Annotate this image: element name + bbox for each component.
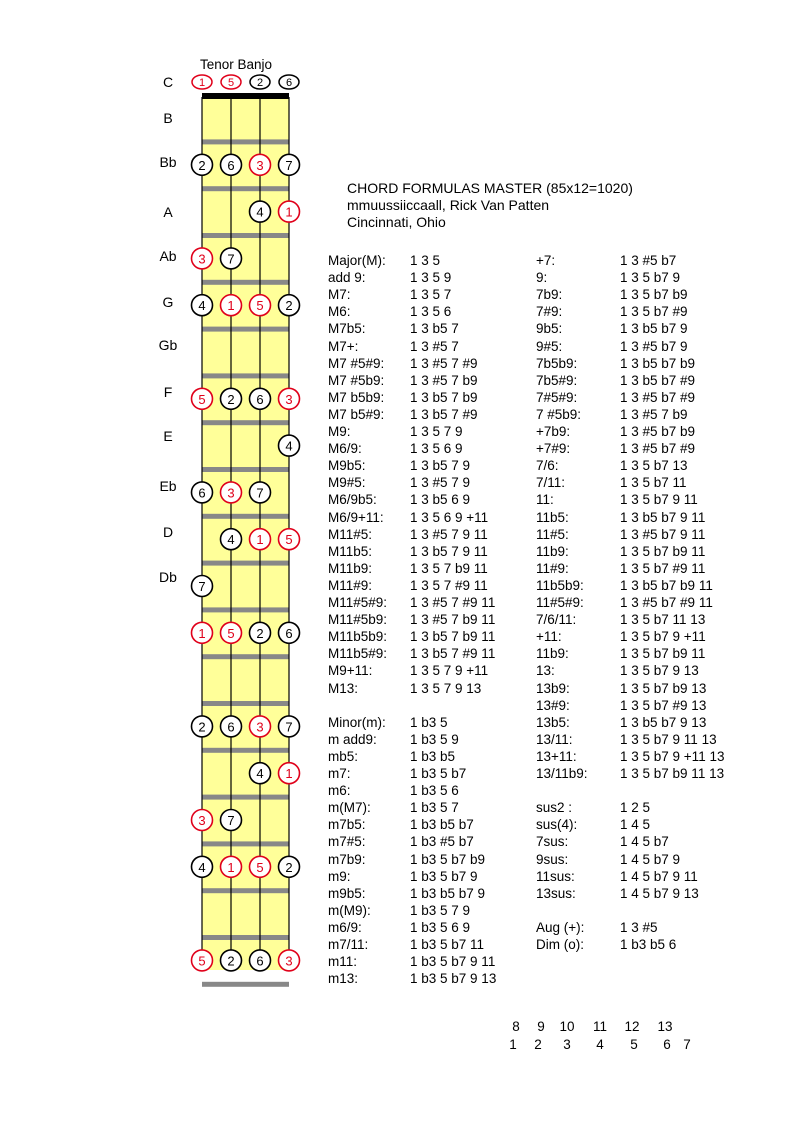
chord-name: M6/9b5: — [328, 492, 377, 508]
chord-formula: 1 b3 5 6 — [410, 783, 459, 799]
scale-degree-label: 2 — [285, 859, 293, 875]
chord-formula: 1 3 5 b7 11 — [620, 475, 687, 491]
chord-name: 7/6/11: — [536, 612, 577, 628]
scale-degree-label: 6 — [285, 625, 293, 641]
note-name-label: Gb — [158, 337, 178, 353]
extension-number: 13 — [657, 1019, 673, 1034]
chord-formula: 1 3 #5 — [620, 919, 658, 935]
chord-name: 7b5#9: — [536, 372, 578, 388]
open-string-label: 2 — [256, 77, 264, 89]
chord-name: M7b5: — [328, 321, 366, 337]
chord-formula: 1 3 b5 b7 b9 11 — [620, 577, 713, 593]
scale-degree-label: 3 — [256, 157, 264, 173]
chord-name: M11#9: — [328, 577, 373, 593]
scale-degree-label: 3 — [285, 953, 293, 969]
chord-formula: 1 3 b5 7 #9 — [410, 406, 478, 422]
chord-formula: 1 b3 5 9 — [410, 731, 459, 747]
chord-name: m7b9: — [328, 851, 366, 867]
chord-formula: 1 3 5 7 — [410, 287, 452, 303]
chord-name: sus2 : — [536, 800, 573, 816]
scale-degree-label: 4 — [198, 859, 206, 875]
chord-name: m add9: — [328, 731, 377, 747]
chord-name: M7+: — [328, 338, 359, 354]
scale-degree-label: 5 — [285, 532, 293, 548]
chord-formula: 1 4 5 b7 — [620, 834, 669, 850]
chord-formula: 1 3 #5 b7 #9 — [620, 389, 696, 405]
fret-bar — [202, 233, 289, 238]
scale-degree-label: 6 — [227, 719, 235, 735]
chord-formula: 1 3 #5 7 #9 — [410, 355, 478, 371]
chord-name: M7 b5b9: — [328, 389, 385, 405]
chord-formula: 1 3 #5 7 b9 — [620, 406, 688, 422]
scale-degree-label: 7 — [227, 251, 235, 267]
chord-name: M7 #5b9: — [328, 372, 385, 388]
chord-name: m9b5: — [328, 885, 366, 901]
chord-name: m11: — [328, 954, 358, 970]
chord-name: +7b9: — [536, 424, 571, 439]
scale-degree-label: 1 — [227, 298, 235, 314]
chord-name: 13+11: — [536, 748, 577, 764]
chord-name: 13/11: — [536, 731, 573, 747]
location-line: Cincinnati, Ohio — [347, 214, 446, 230]
note-name-label: A — [163, 204, 173, 220]
scale-degree-label: 2 — [256, 625, 264, 641]
fret-bar — [202, 935, 289, 940]
chord-formula: 1 3 #5 b7 9 11 — [620, 526, 706, 542]
chord-name: M11b5b9: — [328, 629, 388, 645]
chord-name: M11#5#9: — [328, 595, 388, 610]
chord-formula: 1 3 5 6 9 +11 — [410, 509, 489, 525]
chord-name: 11b5: — [536, 509, 569, 525]
degree-number: 5 — [630, 1037, 638, 1052]
chord-formula: 1 3 5 b7 #9 13 — [620, 697, 707, 713]
chord-name: 7sus: — [536, 834, 569, 850]
fret-bar — [202, 327, 289, 332]
note-name-label: G — [162, 294, 174, 310]
scale-degree-label: 4 — [198, 298, 206, 314]
chord-formula: 1 3 b5 7 b9 11 — [410, 629, 496, 645]
chord-formula: 1 3 5 b7 9 +11 13 — [620, 748, 725, 764]
degree-number: 4 — [596, 1037, 604, 1052]
chord-name: M9: — [328, 424, 351, 439]
fret-bar — [202, 467, 289, 472]
scale-degree-label: 6 — [256, 391, 264, 407]
fret-bar — [202, 514, 289, 519]
scale-degree-label: 2 — [198, 157, 206, 173]
scale-degree-label: 7 — [256, 485, 264, 501]
chord-formula: 1 b3 5 b7 — [410, 766, 467, 781]
chord-formula: 1 3 5 7 #9 11 — [410, 577, 488, 593]
chord-name: 11sus: — [536, 868, 575, 884]
chord-formula: 1 3 #5 b7 — [620, 253, 677, 268]
chord-formula: 1 b3 5 — [410, 714, 448, 730]
chord-formula: 1 3 5 6 9 — [410, 441, 463, 457]
chord-name: m6: — [328, 783, 351, 799]
chord-formula: 1 3 5 7 b9 11 — [410, 560, 488, 576]
chord-formula: 1 4 5 — [620, 817, 651, 833]
chord-name: 7#5#9: — [536, 389, 578, 405]
chord-name: M7 #5#9: — [328, 355, 385, 371]
chord-formula: 1 3 #5 7 9 11 — [410, 526, 488, 542]
chord-formula: 1 3 5 b7 b9 11 — [620, 543, 706, 559]
chord-formula: 1 3 b5 7 9 11 — [410, 543, 488, 559]
note-name-label: Ab — [159, 248, 177, 264]
chord-formula: 1 3 b5 b7 #9 — [620, 372, 696, 388]
chord-formula: 1 3 5 b7 9 +11 — [620, 629, 706, 645]
chord-formula: 1 3 5 b7 13 — [620, 458, 688, 474]
chord-formula: 1 3 #5 7 b9 — [410, 372, 478, 388]
chord-name: 13#9: — [536, 697, 570, 713]
chord-name: M6/9+11: — [328, 509, 384, 525]
chord-name: mb5: — [328, 748, 359, 764]
note-name-label: B — [163, 110, 173, 126]
chord-name: m6/9: — [328, 919, 362, 935]
chord-name: m(M7): — [328, 800, 371, 816]
fret-bar — [202, 561, 289, 566]
chord-name: 13b9: — [536, 680, 570, 696]
open-string-label: 6 — [285, 77, 293, 89]
chord-name: +11: — [536, 629, 562, 645]
chord-formula: 1 3 #5 b7 #9 11 — [620, 595, 713, 610]
degree-number: 3 — [563, 1037, 571, 1052]
chord-formula: 1 3 5 b7 b9 13 — [620, 680, 707, 696]
extension-number: 12 — [624, 1019, 640, 1034]
note-name-label: C — [162, 74, 174, 90]
chord-name: M11b9: — [328, 560, 373, 576]
chord-name: Minor(m): — [328, 714, 386, 730]
scale-degree-label: 2 — [227, 391, 235, 407]
scale-degree-label: 2 — [227, 953, 235, 969]
chord-formula: 1 3 b5 7 — [410, 321, 459, 337]
chord-formula: 1 3 5 b7 b9 11 — [620, 646, 706, 662]
chord-name: 7 #5b9: — [536, 406, 582, 422]
chord-name: m9: — [328, 868, 351, 884]
chord-name: Aug (+): — [536, 919, 585, 935]
scale-degree-label: 4 — [227, 532, 235, 548]
chord-name: add 9: — [328, 270, 366, 286]
fret-bar — [202, 280, 289, 285]
fretboard-background — [202, 97, 289, 970]
chord-name: 11#5: — [536, 526, 569, 542]
chord-formula: 1 3 b5 7 9 — [410, 458, 471, 474]
chord-name: 11b9: — [536, 646, 569, 662]
scale-degree-label: 1 — [285, 766, 293, 782]
scale-degree-label: 5 — [256, 298, 264, 314]
chord-formula: 1 3 5 b7 #9 11 — [620, 560, 706, 576]
chord-name: M11#5: — [328, 526, 373, 542]
note-name-label: Db — [159, 569, 177, 585]
scale-degree-label: 4 — [256, 204, 264, 220]
scale-degree-label: 7 — [198, 579, 206, 594]
chord-formula: 1 3 5 b7 9 11 13 — [620, 731, 717, 747]
chord-formula: 1 3 #5 b7 b9 — [620, 424, 696, 439]
chord-name: m(M9): — [328, 902, 371, 918]
scale-degree-label: 3 — [227, 485, 235, 501]
extension-number: 10 — [559, 1019, 575, 1034]
fret-bar — [202, 186, 289, 191]
scale-degree-label: 7 — [285, 719, 293, 735]
chord-formula: 1 3 #5 b7 #9 — [620, 441, 696, 457]
scale-degree-label: 7 — [227, 813, 235, 828]
degree-number: 2 — [534, 1037, 542, 1052]
fret-bar — [202, 654, 289, 659]
chord-name: 13b5: — [536, 714, 570, 730]
chord-name: M9#5: — [328, 475, 366, 491]
chord-formula: 1 b3 #5 b7 — [410, 834, 474, 850]
scale-degree-label: 6 — [198, 485, 206, 501]
chord-formula: 1 b3 5 b7 9 11 — [410, 954, 496, 970]
chord-formula: 1 3 b5 6 9 — [410, 492, 471, 508]
chord-name: +7#9: — [536, 441, 571, 457]
chord-formula: 1 3 #5 7 — [410, 338, 459, 354]
chord-name: M7: — [328, 287, 351, 303]
chord-formula: 1 4 5 b7 9 13 — [620, 885, 699, 901]
chord-formula: 1 b3 5 b7 11 — [410, 937, 485, 952]
chord-name: M9b5: — [328, 458, 366, 474]
scale-degree-label: 4 — [285, 438, 293, 454]
note-name-label: F — [163, 384, 173, 400]
chord-formula: 1 b3 5 b7 9 13 — [410, 971, 497, 987]
chord-formula: 1 b3 b5 — [410, 748, 456, 764]
chord-formula: 1 b3 b5 b7 — [410, 817, 474, 833]
chord-formula: 1 3 b5 b7 9 — [620, 321, 688, 337]
fret-bar — [202, 841, 289, 846]
chord-name: 7/6: — [536, 458, 559, 474]
instrument-title: Tenor Banjo — [200, 57, 273, 72]
scale-degree-label: 5 — [198, 391, 206, 407]
scale-degree-label: 5 — [198, 953, 206, 969]
scale-degree-label: 3 — [256, 719, 264, 735]
chord-name: 7b9: — [536, 287, 563, 303]
chord-formula: 1 3 5 b7 9 — [620, 270, 681, 286]
chord-name: 11b5b9: — [536, 577, 584, 593]
chord-formula: 1 2 5 — [620, 800, 651, 816]
chord-formula: 1 3 #5 7 b9 11 — [410, 612, 496, 628]
chord-name: 7/11: — [536, 475, 566, 491]
scale-degree-label: 6 — [256, 953, 264, 969]
chord-formula: 1 b3 5 7 — [410, 800, 459, 816]
chord-name: 11b9: — [536, 543, 569, 559]
chord-name: M6: — [328, 304, 351, 320]
chord-formula: 1 3 5 — [410, 253, 441, 268]
chord-formula: 1 b3 5 6 9 — [410, 919, 471, 935]
chord-name: 13/11b9: — [536, 766, 588, 781]
fret-bar — [202, 420, 289, 425]
chord-formula: 1 4 5 b7 9 — [620, 851, 681, 867]
scale-degree-label: 7 — [285, 157, 293, 173]
scale-degree-label: 3 — [285, 391, 293, 407]
chord-name: 7b5b9: — [536, 355, 578, 371]
chord-formula: 1 3 b5 7 #9 11 — [410, 646, 496, 662]
chord-name: M11b5#9: — [328, 646, 388, 662]
chord-name: 9sus: — [536, 851, 569, 867]
chord-name: M9+11: — [328, 663, 373, 679]
extension-number: 11 — [592, 1019, 607, 1034]
chord-name: m7: — [328, 766, 351, 781]
fret-bar — [202, 607, 289, 612]
open-string-label: 1 — [198, 77, 206, 89]
scale-degree-label: 3 — [198, 813, 206, 828]
chord-formula: 1 3 5 b7 11 13 — [620, 612, 706, 628]
note-name-label: D — [162, 524, 174, 540]
fret-bar — [202, 982, 289, 987]
chord-formula: 1 b3 b5 6 — [620, 937, 677, 952]
chord-formula: 1 3 5 b7 9 11 — [620, 492, 698, 508]
chord-formula: 1 b3 5 7 9 — [410, 902, 471, 918]
chord-formula: 1 3 #5 7 #9 11 — [410, 595, 496, 610]
chord-formula: 1 b3 5 b7 9 — [410, 868, 478, 884]
fret-bar — [202, 888, 289, 893]
chord-formula: 1 3 b5 b7 9 13 — [620, 714, 707, 730]
chord-formula: 1 4 5 b7 9 11 — [620, 868, 698, 884]
scale-degree-label: 1 — [256, 532, 264, 548]
chord-formula: 1 3 5 9 — [410, 270, 452, 286]
chord-formula: 1 3 5 b7 9 13 — [620, 663, 699, 679]
scale-degree-label: 2 — [198, 719, 206, 735]
chord-formula: 1 3 #5 7 9 — [410, 475, 471, 491]
chord-name: M7 b5#9: — [328, 406, 385, 422]
chord-formula: 1 3 b5 b7 9 11 — [620, 509, 706, 525]
scale-degree-label: 1 — [198, 625, 206, 641]
author-line: mmuussiiccaall, Rick Van Patten — [347, 197, 550, 213]
fret-bar — [202, 795, 289, 800]
chord-name: Dim (o): — [536, 937, 584, 952]
nut — [202, 93, 289, 99]
chord-formula: 1 3 5 b7 b9 11 13 — [620, 766, 725, 781]
scale-degree-label: 5 — [256, 859, 264, 875]
chord-formula: 1 b3 5 b7 b9 — [410, 851, 486, 867]
chord-formula: 1 3 #5 b7 9 — [620, 338, 688, 354]
chord-name: m7/11: — [328, 937, 369, 952]
scale-degree-label: 6 — [227, 157, 235, 173]
chord-name: 9: — [536, 270, 548, 286]
chord-formula: 1 3 5 7 9 +11 — [410, 663, 489, 679]
chord-name: 13: — [536, 663, 555, 679]
chord-formula: 1 3 5 6 — [410, 304, 452, 320]
note-name-label: Bb — [159, 154, 177, 170]
chord-name: 7#9: — [536, 304, 563, 320]
scale-degree-label: 3 — [198, 251, 206, 267]
chord-name: 11: — [536, 492, 554, 508]
chord-name: m13: — [328, 971, 359, 987]
chord-formula: 1 3 5 7 9 — [410, 424, 463, 439]
note-name-label: E — [163, 428, 173, 444]
degree-number: 1 — [509, 1037, 517, 1052]
scale-degree-label: 1 — [285, 204, 293, 220]
extension-number: 9 — [537, 1019, 545, 1034]
chord-name: 11#5#9: — [536, 595, 584, 610]
note-name-label: Eb — [159, 478, 177, 494]
chord-name: 9#5: — [536, 338, 563, 354]
fret-bar — [202, 748, 289, 753]
open-string-label: 5 — [227, 77, 235, 89]
chord-name: M6/9: — [328, 441, 362, 457]
chord-name: m7#5: — [328, 834, 366, 850]
chord-name: m7b5: — [328, 817, 366, 833]
scale-degree-label: 2 — [285, 298, 293, 314]
document-title: CHORD FORMULAS MASTER (85x12=1020) — [347, 180, 633, 196]
chord-formula: 1 3 5 b7 b9 — [620, 287, 688, 303]
chord-name: 9b5: — [536, 321, 563, 337]
chord-formula: 1 3 5 b7 #9 — [620, 304, 688, 320]
chord-formula: 1 3 b5 7 b9 — [410, 389, 478, 405]
scale-degree-label: 5 — [227, 625, 235, 641]
scale-degree-label: 1 — [227, 859, 235, 875]
fret-bar — [202, 373, 289, 378]
chord-name: M13: — [328, 680, 359, 696]
fret-bar — [202, 701, 289, 706]
fret-bar — [202, 139, 289, 144]
extension-number: 8 — [512, 1019, 520, 1034]
chord-name: Major(M): — [328, 253, 386, 268]
chord-name: +7: — [536, 253, 556, 268]
chord-name: M11#5b9: — [328, 612, 388, 628]
chord-name: 13sus: — [536, 885, 576, 901]
degree-number: 7 — [683, 1037, 691, 1052]
chord-formula: 1 3 5 7 9 13 — [410, 680, 482, 696]
scale-degree-label: 4 — [256, 766, 264, 782]
chord-name: 11#9: — [536, 560, 569, 576]
chord-name: sus(4): — [536, 817, 578, 833]
chord-formula: 1 3 b5 b7 b9 — [620, 355, 696, 371]
chord-name: M11b5: — [328, 543, 373, 559]
chord-formula: 1 b3 b5 b7 9 — [410, 885, 486, 901]
degree-number: 6 — [663, 1037, 671, 1052]
